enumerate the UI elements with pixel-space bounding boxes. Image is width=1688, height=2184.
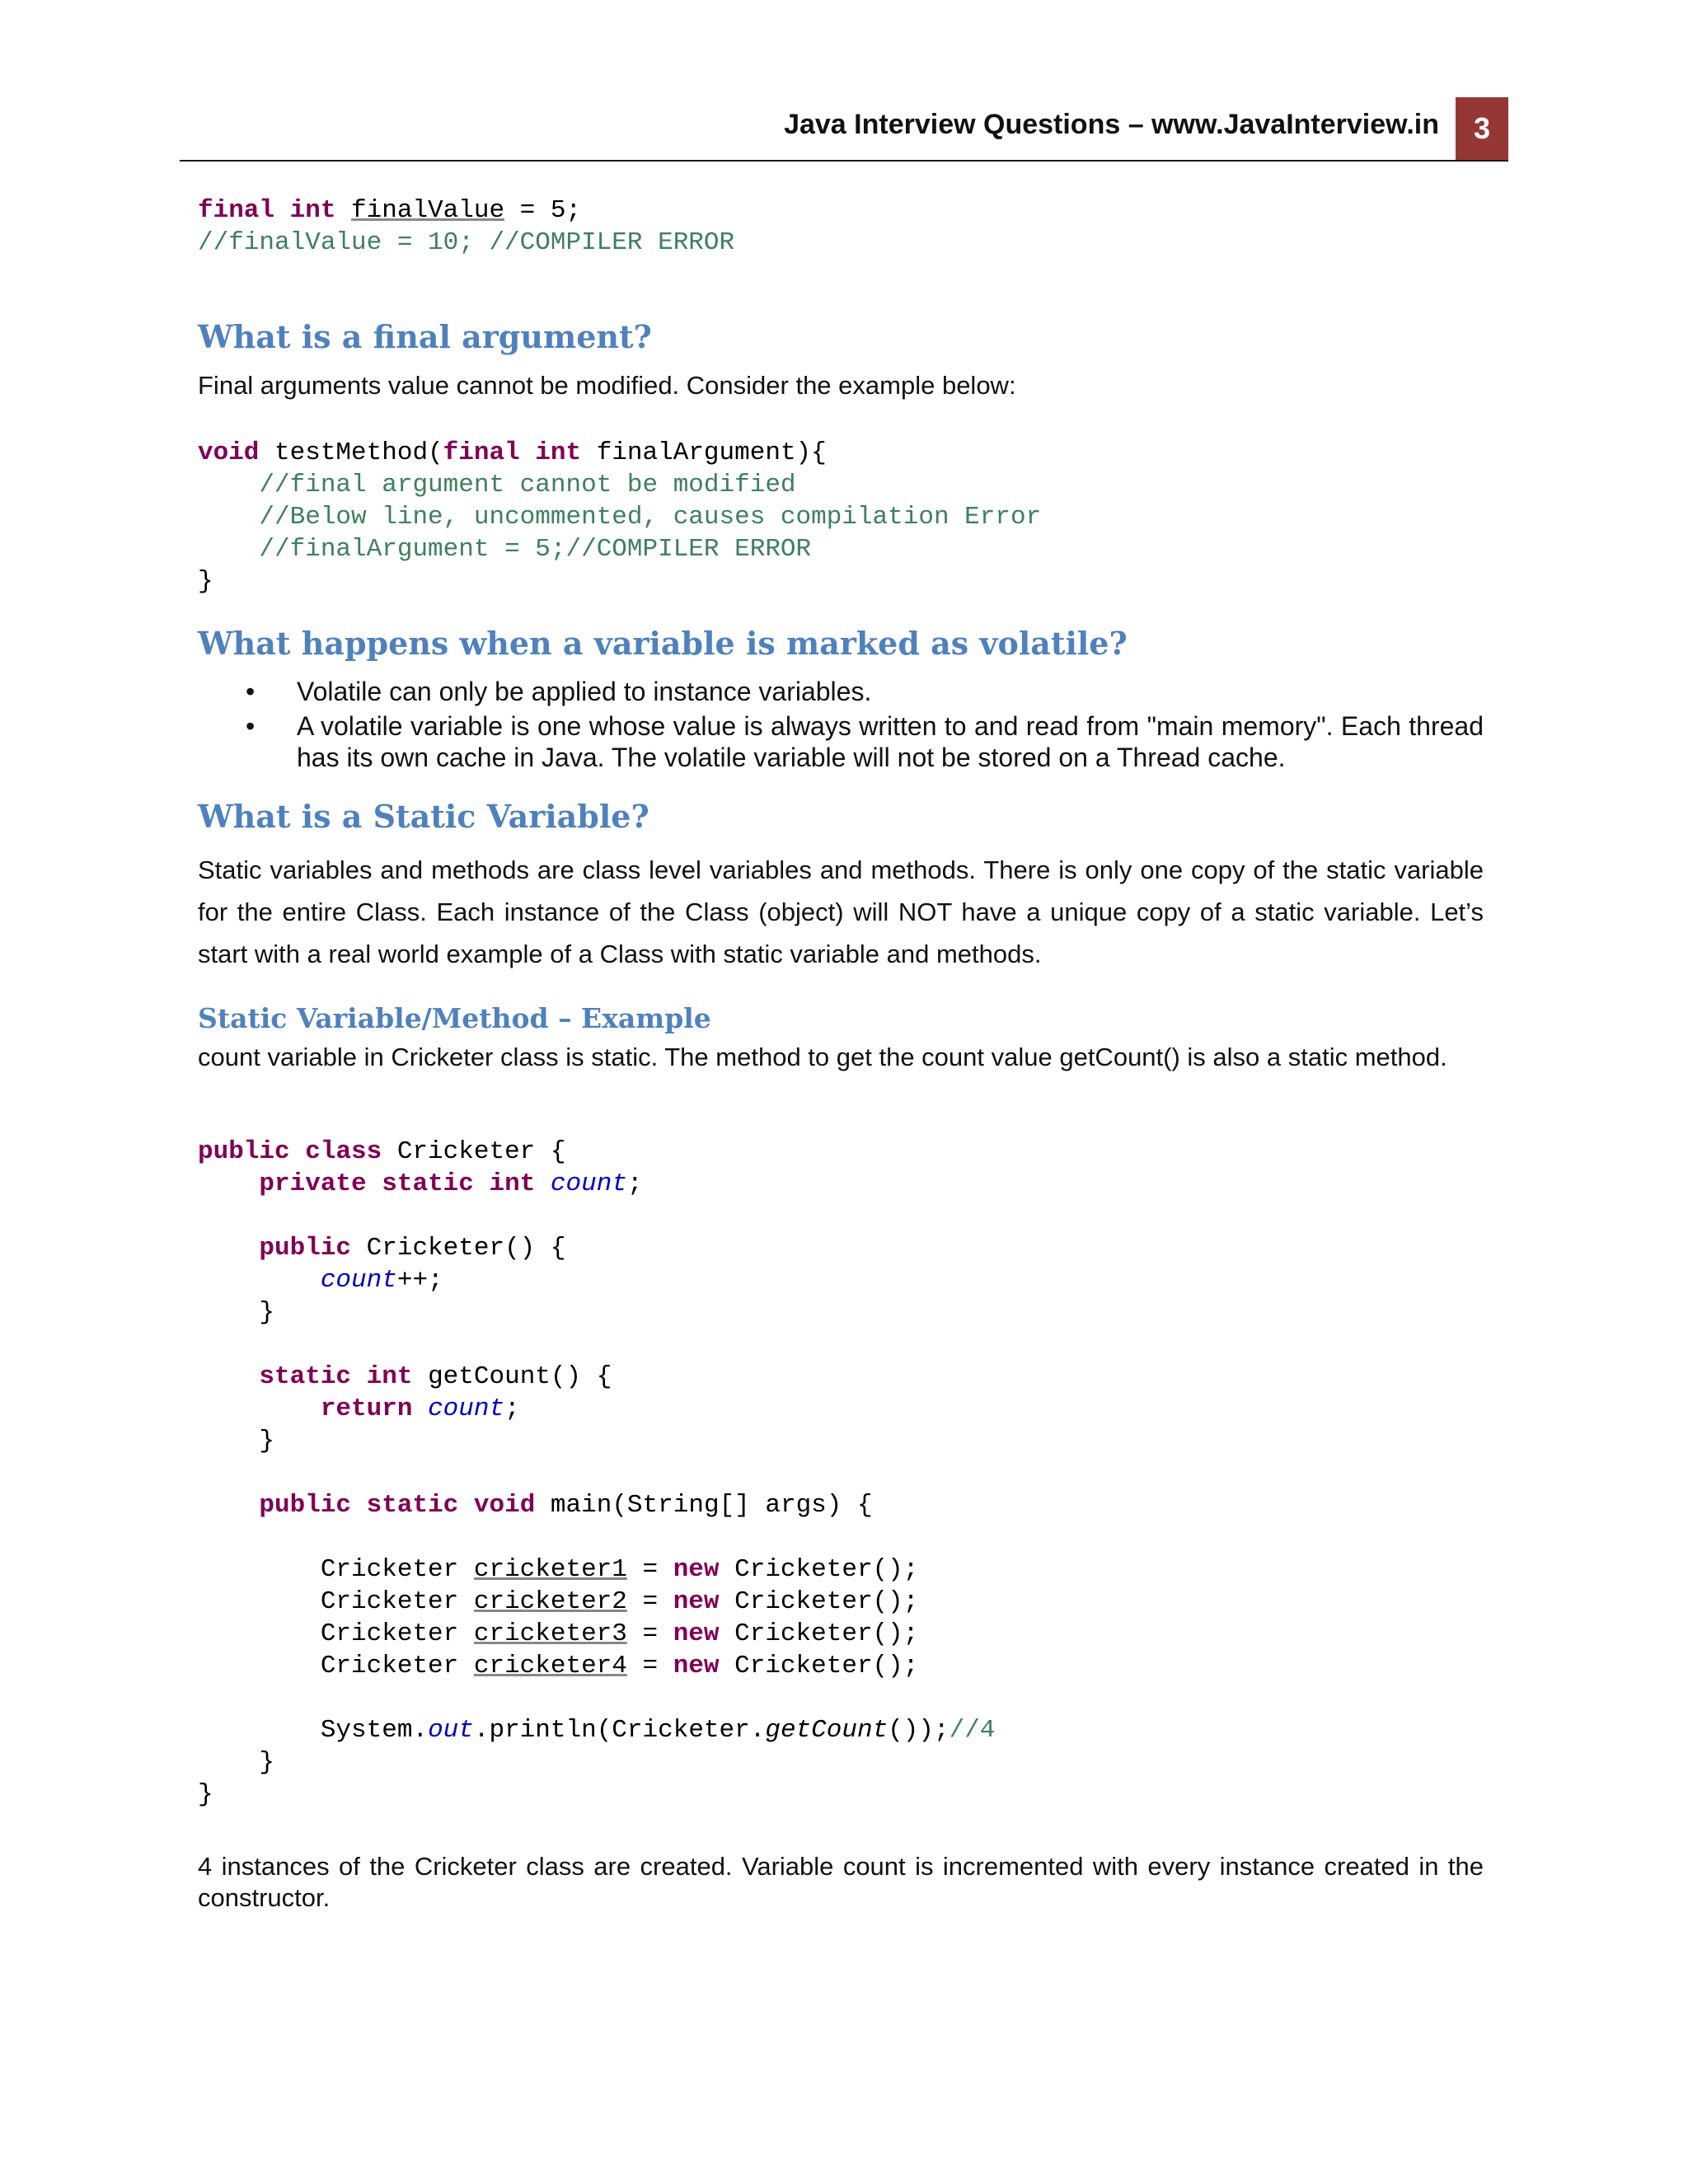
code-text: Cricketer() { <box>351 1234 566 1263</box>
keyword: int <box>289 196 336 225</box>
code-text: ()); <box>888 1716 950 1745</box>
keyword: class <box>305 1137 382 1166</box>
paragraph-final-argument: Final arguments value cannot be modified. Consider the example below: <box>198 371 1016 400</box>
code-text: Cricketer <box>320 1652 474 1680</box>
keyword: static <box>382 1169 474 1198</box>
code-text: .println(Cricketer. <box>473 1716 766 1745</box>
heading-static-example: Static Variable/Method – Example <box>198 1002 711 1034</box>
code-text: } <box>259 1298 275 1327</box>
variable-name: cricketer3 <box>473 1619 627 1648</box>
code-text: = <box>626 1587 673 1616</box>
keyword: static <box>366 1491 459 1520</box>
page-header <box>180 97 1508 162</box>
code-text: Cricketer <box>320 1587 474 1616</box>
code-text: = 5; <box>504 196 582 225</box>
variable-name: cricketer1 <box>473 1555 627 1584</box>
keyword: void <box>198 438 260 467</box>
code-block-cricketer <box>198 1136 995 1811</box>
static-field: count <box>550 1169 627 1198</box>
paragraph-static-variable: Static variables and methods are class level variables and methods. There is only one copy of the static variable for the entire Class. Each instance of the Class (object) will NOT have a unique copy of a static variable. Let’s start with a real world example of a Class with static variable and methods. <box>198 855 1484 968</box>
code-comment: //finalArgument = 5;//COMPILER ERROR <box>259 535 812 564</box>
keyword: public <box>259 1234 352 1263</box>
code-text: finalArgument){ <box>581 438 827 467</box>
code-comment: //Below line, uncommented, causes compilation Error <box>259 503 1042 532</box>
keyword: final <box>198 196 275 225</box>
keyword: int <box>489 1169 536 1198</box>
code-text: Cricketer(); <box>719 1587 919 1616</box>
code-text: ; <box>504 1394 520 1423</box>
code-comment: //finalValue = 10; //COMPILER ERROR <box>198 228 735 257</box>
heading-volatile: What happens when a variable is marked as volatile? <box>198 625 1128 662</box>
keyword: new <box>673 1555 720 1584</box>
code-comment: //final argument cannot be modified <box>259 471 796 499</box>
code-text: testMethod( <box>259 438 443 467</box>
code-text: Cricketer <box>320 1619 474 1648</box>
keyword: final <box>443 438 520 467</box>
code-text: Cricketer(); <box>719 1652 919 1680</box>
keyword: static <box>259 1362 352 1391</box>
code-text: main(String[] args) { <box>535 1491 873 1520</box>
static-method-call: getCount <box>765 1716 889 1745</box>
keyword: new <box>673 1652 720 1680</box>
code-text: ; <box>626 1169 643 1198</box>
code-text: Cricketer(); <box>719 1619 919 1648</box>
keyword: private <box>259 1169 367 1198</box>
static-field: out <box>428 1716 474 1745</box>
variable-name: cricketer4 <box>473 1652 627 1680</box>
heading-final-argument: What is a final argument? <box>198 318 652 355</box>
bullet-icon: • <box>246 677 256 706</box>
list-item <box>198 710 1484 773</box>
keyword: new <box>673 1619 720 1648</box>
code-text: getCount() { <box>412 1362 612 1391</box>
keyword: int <box>366 1362 413 1391</box>
code-text: } <box>259 1748 275 1777</box>
code-text: = <box>626 1652 673 1680</box>
code-text: System. <box>320 1716 429 1745</box>
paragraph-closing: 4 instances of the Cricketer class are created. Variable count is incremented with every instance created in the constructor. <box>198 1852 1484 1912</box>
variable-name: cricketer2 <box>473 1587 627 1616</box>
code-text: Cricketer <box>320 1555 474 1584</box>
heading-static-variable: What is a Static Variable? <box>198 798 649 835</box>
keyword: public <box>198 1137 290 1166</box>
keyword: public <box>259 1491 352 1520</box>
static-field: count <box>320 1266 397 1295</box>
code-comment: //4 <box>949 1716 996 1745</box>
code-text: Cricketer(); <box>719 1555 919 1584</box>
code-text: Cricketer { <box>382 1137 566 1166</box>
volatile-bullet-list <box>198 676 1484 776</box>
keyword: void <box>473 1491 536 1520</box>
code-text: = <box>626 1619 673 1648</box>
list-item-text: Volatile can only be applied to instance variables. <box>297 677 872 706</box>
code-text: } <box>198 567 213 596</box>
code-text: ++; <box>396 1266 443 1295</box>
code-text: } <box>259 1427 275 1455</box>
code-block-final-value <box>198 194 734 259</box>
bullet-icon: • <box>246 711 256 741</box>
keyword: return <box>320 1394 413 1423</box>
variable-name: finalValue <box>351 196 505 225</box>
code-text: } <box>198 1780 213 1809</box>
list-item-text: A volatile variable is one whose value is always written to and read from "main memory". Each thread has its own cache in Java. The volatile variable will not be stored on a Thread cache. <box>297 711 1484 772</box>
code-block-test-method <box>198 437 1041 598</box>
list-item <box>198 676 1484 707</box>
page-number: 3 <box>1456 97 1508 160</box>
static-field: count <box>428 1394 505 1423</box>
paragraph-static-example: count variable in Cricketer class is static. The method to get the count value getCount() is also a static method. <box>198 1043 1447 1071</box>
header-title: Java Interview Questions – www.JavaInterview.in <box>784 109 1439 140</box>
code-text: = <box>626 1555 673 1584</box>
keyword: int <box>535 438 582 467</box>
keyword: new <box>673 1587 720 1616</box>
